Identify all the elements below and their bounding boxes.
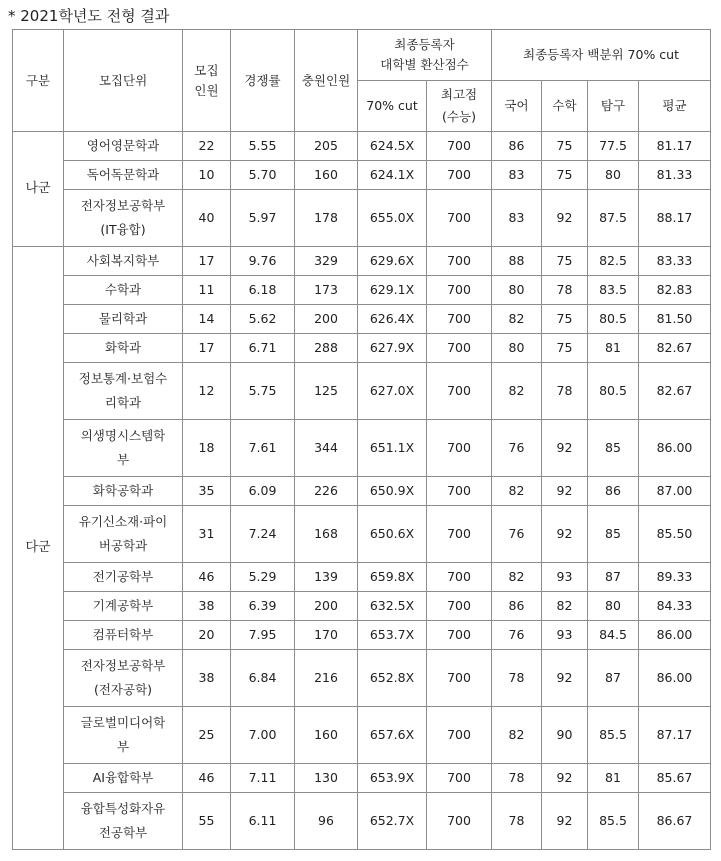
table-row <box>13 621 711 650</box>
score-70-cell: 624.5X <box>358 132 427 161</box>
score-70-cell: 650.6X <box>358 506 427 563</box>
score-max-cell: 700 <box>427 363 492 420</box>
unit-cell: 융합특성화자유 전공학부 <box>64 793 183 850</box>
table-row <box>13 477 711 506</box>
inquiry-cell: 85 <box>588 420 639 477</box>
score-max-cell: 700 <box>427 420 492 477</box>
additional-cell: 160 <box>295 161 358 190</box>
header-math: 수학 <box>542 81 588 132</box>
unit-cell: 의생명시스템학 부 <box>64 420 183 477</box>
inquiry-cell: 82.5 <box>588 247 639 276</box>
score-max-cell: 700 <box>427 132 492 161</box>
table-row <box>13 161 711 190</box>
header-additional: 충원인원 <box>295 30 358 132</box>
additional-cell: 173 <box>295 276 358 305</box>
competition-cell: 5.62 <box>231 305 295 334</box>
score-max-cell: 700 <box>427 247 492 276</box>
average-cell: 89.33 <box>639 563 711 592</box>
korean-cell: 76 <box>492 420 542 477</box>
korean-cell: 83 <box>492 190 542 247</box>
competition-cell: 7.11 <box>231 764 295 793</box>
competition-cell: 6.09 <box>231 477 295 506</box>
average-cell: 81.17 <box>639 132 711 161</box>
korean-cell: 82 <box>492 477 542 506</box>
average-cell: 82.67 <box>639 334 711 363</box>
math-cell: 92 <box>542 650 588 707</box>
math-cell: 78 <box>542 363 588 420</box>
competition-cell: 7.95 <box>231 621 295 650</box>
group-cell: 나군 <box>13 132 64 247</box>
page-title: * 2021학년도 전형 결과 <box>8 7 170 25</box>
unit-cell: 영어영문학과 <box>64 132 183 161</box>
korean-cell: 78 <box>492 793 542 850</box>
score-70-cell: 652.8X <box>358 650 427 707</box>
math-cell: 92 <box>542 793 588 850</box>
math-cell: 75 <box>542 247 588 276</box>
table-body <box>13 132 711 850</box>
math-cell: 92 <box>542 420 588 477</box>
score-70-cell: 629.6X <box>358 247 427 276</box>
korean-cell: 86 <box>492 592 542 621</box>
average-cell: 87.17 <box>639 707 711 764</box>
math-cell: 93 <box>542 621 588 650</box>
inquiry-cell: 81 <box>588 764 639 793</box>
inquiry-cell: 85 <box>588 506 639 563</box>
additional-cell: 178 <box>295 190 358 247</box>
score-max-cell: 700 <box>427 477 492 506</box>
table-row <box>13 190 711 247</box>
additional-cell: 216 <box>295 650 358 707</box>
quota-cell: 38 <box>183 592 231 621</box>
inquiry-cell: 87.5 <box>588 190 639 247</box>
korean-cell: 82 <box>492 363 542 420</box>
table-row <box>13 305 711 334</box>
unit-cell: 정보통계·보험수 리학과 <box>64 363 183 420</box>
additional-cell: 168 <box>295 506 358 563</box>
inquiry-cell: 83.5 <box>588 276 639 305</box>
table-row <box>13 592 711 621</box>
korean-cell: 82 <box>492 563 542 592</box>
average-cell: 84.33 <box>639 592 711 621</box>
score-70-cell: 626.4X <box>358 305 427 334</box>
table-row <box>13 276 711 305</box>
score-70-cell: 653.7X <box>358 621 427 650</box>
header-competition: 경쟁률 <box>231 30 295 132</box>
additional-cell: 288 <box>295 334 358 363</box>
math-cell: 93 <box>542 563 588 592</box>
score-max-cell: 700 <box>427 190 492 247</box>
average-cell: 86.00 <box>639 650 711 707</box>
unit-cell: 사회복지학부 <box>64 247 183 276</box>
math-cell: 92 <box>542 477 588 506</box>
korean-cell: 78 <box>492 764 542 793</box>
korean-cell: 80 <box>492 334 542 363</box>
score-70-cell: 629.1X <box>358 276 427 305</box>
inquiry-cell: 80 <box>588 592 639 621</box>
unit-cell: 전기공학부 <box>64 563 183 592</box>
unit-cell: 전자정보공학부 (IT융합) <box>64 190 183 247</box>
additional-cell: 125 <box>295 363 358 420</box>
score-70-cell: 659.8X <box>358 563 427 592</box>
table-row <box>13 563 711 592</box>
unit-cell: 화학과 <box>64 334 183 363</box>
competition-cell: 5.70 <box>231 161 295 190</box>
unit-cell: 기계공학부 <box>64 592 183 621</box>
unit-cell: 화학공학과 <box>64 477 183 506</box>
competition-cell: 7.00 <box>231 707 295 764</box>
inquiry-cell: 85.5 <box>588 707 639 764</box>
score-max-cell: 700 <box>427 305 492 334</box>
table-row <box>13 650 711 707</box>
header-score-70: 70% cut <box>358 81 427 132</box>
inquiry-cell: 86 <box>588 477 639 506</box>
korean-cell: 82 <box>492 305 542 334</box>
unit-cell: 전자정보공학부 (전자공학) <box>64 650 183 707</box>
score-max-cell: 700 <box>427 592 492 621</box>
inquiry-cell: 87 <box>588 563 639 592</box>
score-max-cell: 700 <box>427 563 492 592</box>
score-max-cell: 700 <box>427 793 492 850</box>
table-row <box>13 764 711 793</box>
competition-cell: 7.24 <box>231 506 295 563</box>
average-cell: 85.50 <box>639 506 711 563</box>
score-max-cell: 700 <box>427 650 492 707</box>
table-row <box>13 247 711 276</box>
competition-cell: 5.97 <box>231 190 295 247</box>
score-70-cell: 655.0X <box>358 190 427 247</box>
quota-cell: 20 <box>183 621 231 650</box>
competition-cell: 5.29 <box>231 563 295 592</box>
score-max-cell: 700 <box>427 506 492 563</box>
header-unit: 모집단위 <box>64 30 183 132</box>
korean-cell: 88 <box>492 247 542 276</box>
score-max-cell: 700 <box>427 334 492 363</box>
unit-cell: AI융합학부 <box>64 764 183 793</box>
inquiry-cell: 85.5 <box>588 793 639 850</box>
competition-cell: 6.11 <box>231 793 295 850</box>
header-korean: 국어 <box>492 81 542 132</box>
korean-cell: 78 <box>492 650 542 707</box>
inquiry-cell: 87 <box>588 650 639 707</box>
korean-cell: 76 <box>492 621 542 650</box>
average-cell: 88.17 <box>639 190 711 247</box>
competition-cell: 6.18 <box>231 276 295 305</box>
quota-cell: 31 <box>183 506 231 563</box>
competition-cell: 6.84 <box>231 650 295 707</box>
average-cell: 86.00 <box>639 420 711 477</box>
math-cell: 75 <box>542 334 588 363</box>
unit-cell: 유기신소재·파이 버공학과 <box>64 506 183 563</box>
score-70-cell: 651.1X <box>358 420 427 477</box>
average-cell: 86.00 <box>639 621 711 650</box>
table-row <box>13 334 711 363</box>
average-cell: 83.33 <box>639 247 711 276</box>
score-70-cell: 627.0X <box>358 363 427 420</box>
header-average: 평균 <box>639 81 711 132</box>
math-cell: 78 <box>542 276 588 305</box>
quota-cell: 14 <box>183 305 231 334</box>
table-row <box>13 707 711 764</box>
inquiry-cell: 84.5 <box>588 621 639 650</box>
quota-cell: 46 <box>183 764 231 793</box>
quota-cell: 12 <box>183 363 231 420</box>
quota-cell: 55 <box>183 793 231 850</box>
score-max-cell: 700 <box>427 276 492 305</box>
table-header <box>13 30 711 132</box>
additional-cell: 170 <box>295 621 358 650</box>
math-cell: 92 <box>542 506 588 563</box>
quota-cell: 25 <box>183 707 231 764</box>
inquiry-cell: 81 <box>588 334 639 363</box>
average-cell: 86.67 <box>639 793 711 850</box>
math-cell: 75 <box>542 132 588 161</box>
quota-cell: 35 <box>183 477 231 506</box>
math-cell: 75 <box>542 161 588 190</box>
score-70-cell: 627.9X <box>358 334 427 363</box>
quota-cell: 17 <box>183 247 231 276</box>
score-70-cell: 624.1X <box>358 161 427 190</box>
additional-cell: 160 <box>295 707 358 764</box>
header-percentile-group: 최종등록자 백분위 70% cut <box>492 30 711 81</box>
header-score-max: 최고점 (수능) <box>427 81 492 132</box>
score-max-cell: 700 <box>427 621 492 650</box>
inquiry-cell: 80.5 <box>588 363 639 420</box>
table-row <box>13 506 711 563</box>
inquiry-cell: 80 <box>588 161 639 190</box>
table-row <box>13 420 711 477</box>
quota-cell: 18 <box>183 420 231 477</box>
header-score-group: 최종등록자 대학별 환산점수 <box>358 30 492 81</box>
additional-cell: 329 <box>295 247 358 276</box>
group-cell: 다군 <box>13 247 64 850</box>
average-cell: 87.00 <box>639 477 711 506</box>
unit-cell: 컴퓨터학부 <box>64 621 183 650</box>
table-row <box>13 132 711 161</box>
quota-cell: 22 <box>183 132 231 161</box>
additional-cell: 200 <box>295 592 358 621</box>
header-group: 구분 <box>13 30 64 132</box>
results-table <box>12 29 711 850</box>
korean-cell: 82 <box>492 707 542 764</box>
unit-cell: 독어독문학과 <box>64 161 183 190</box>
quota-cell: 46 <box>183 563 231 592</box>
korean-cell: 86 <box>492 132 542 161</box>
average-cell: 85.67 <box>639 764 711 793</box>
average-cell: 82.83 <box>639 276 711 305</box>
score-max-cell: 700 <box>427 764 492 793</box>
score-70-cell: 657.6X <box>358 707 427 764</box>
table-row <box>13 793 711 850</box>
korean-cell: 83 <box>492 161 542 190</box>
header-quota: 모집 인원 <box>183 30 231 132</box>
competition-cell: 5.75 <box>231 363 295 420</box>
quota-cell: 17 <box>183 334 231 363</box>
competition-cell: 9.76 <box>231 247 295 276</box>
score-max-cell: 700 <box>427 707 492 764</box>
quota-cell: 11 <box>183 276 231 305</box>
math-cell: 82 <box>542 592 588 621</box>
score-max-cell: 700 <box>427 161 492 190</box>
average-cell: 81.50 <box>639 305 711 334</box>
additional-cell: 96 <box>295 793 358 850</box>
math-cell: 92 <box>542 764 588 793</box>
additional-cell: 344 <box>295 420 358 477</box>
competition-cell: 6.71 <box>231 334 295 363</box>
unit-cell: 글로벌미디어학 부 <box>64 707 183 764</box>
additional-cell: 205 <box>295 132 358 161</box>
quota-cell: 38 <box>183 650 231 707</box>
math-cell: 90 <box>542 707 588 764</box>
korean-cell: 76 <box>492 506 542 563</box>
competition-cell: 5.55 <box>231 132 295 161</box>
additional-cell: 139 <box>295 563 358 592</box>
score-70-cell: 653.9X <box>358 764 427 793</box>
math-cell: 92 <box>542 190 588 247</box>
score-70-cell: 652.7X <box>358 793 427 850</box>
average-cell: 81.33 <box>639 161 711 190</box>
unit-cell: 수학과 <box>64 276 183 305</box>
math-cell: 75 <box>542 305 588 334</box>
unit-cell: 물리학과 <box>64 305 183 334</box>
header-inquiry: 탐구 <box>588 81 639 132</box>
quota-cell: 10 <box>183 161 231 190</box>
average-cell: 82.67 <box>639 363 711 420</box>
competition-cell: 6.39 <box>231 592 295 621</box>
score-70-cell: 632.5X <box>358 592 427 621</box>
additional-cell: 226 <box>295 477 358 506</box>
additional-cell: 200 <box>295 305 358 334</box>
inquiry-cell: 77.5 <box>588 132 639 161</box>
quota-cell: 40 <box>183 190 231 247</box>
score-70-cell: 650.9X <box>358 477 427 506</box>
competition-cell: 7.61 <box>231 420 295 477</box>
korean-cell: 80 <box>492 276 542 305</box>
inquiry-cell: 80.5 <box>588 305 639 334</box>
additional-cell: 130 <box>295 764 358 793</box>
table-row <box>13 363 711 420</box>
